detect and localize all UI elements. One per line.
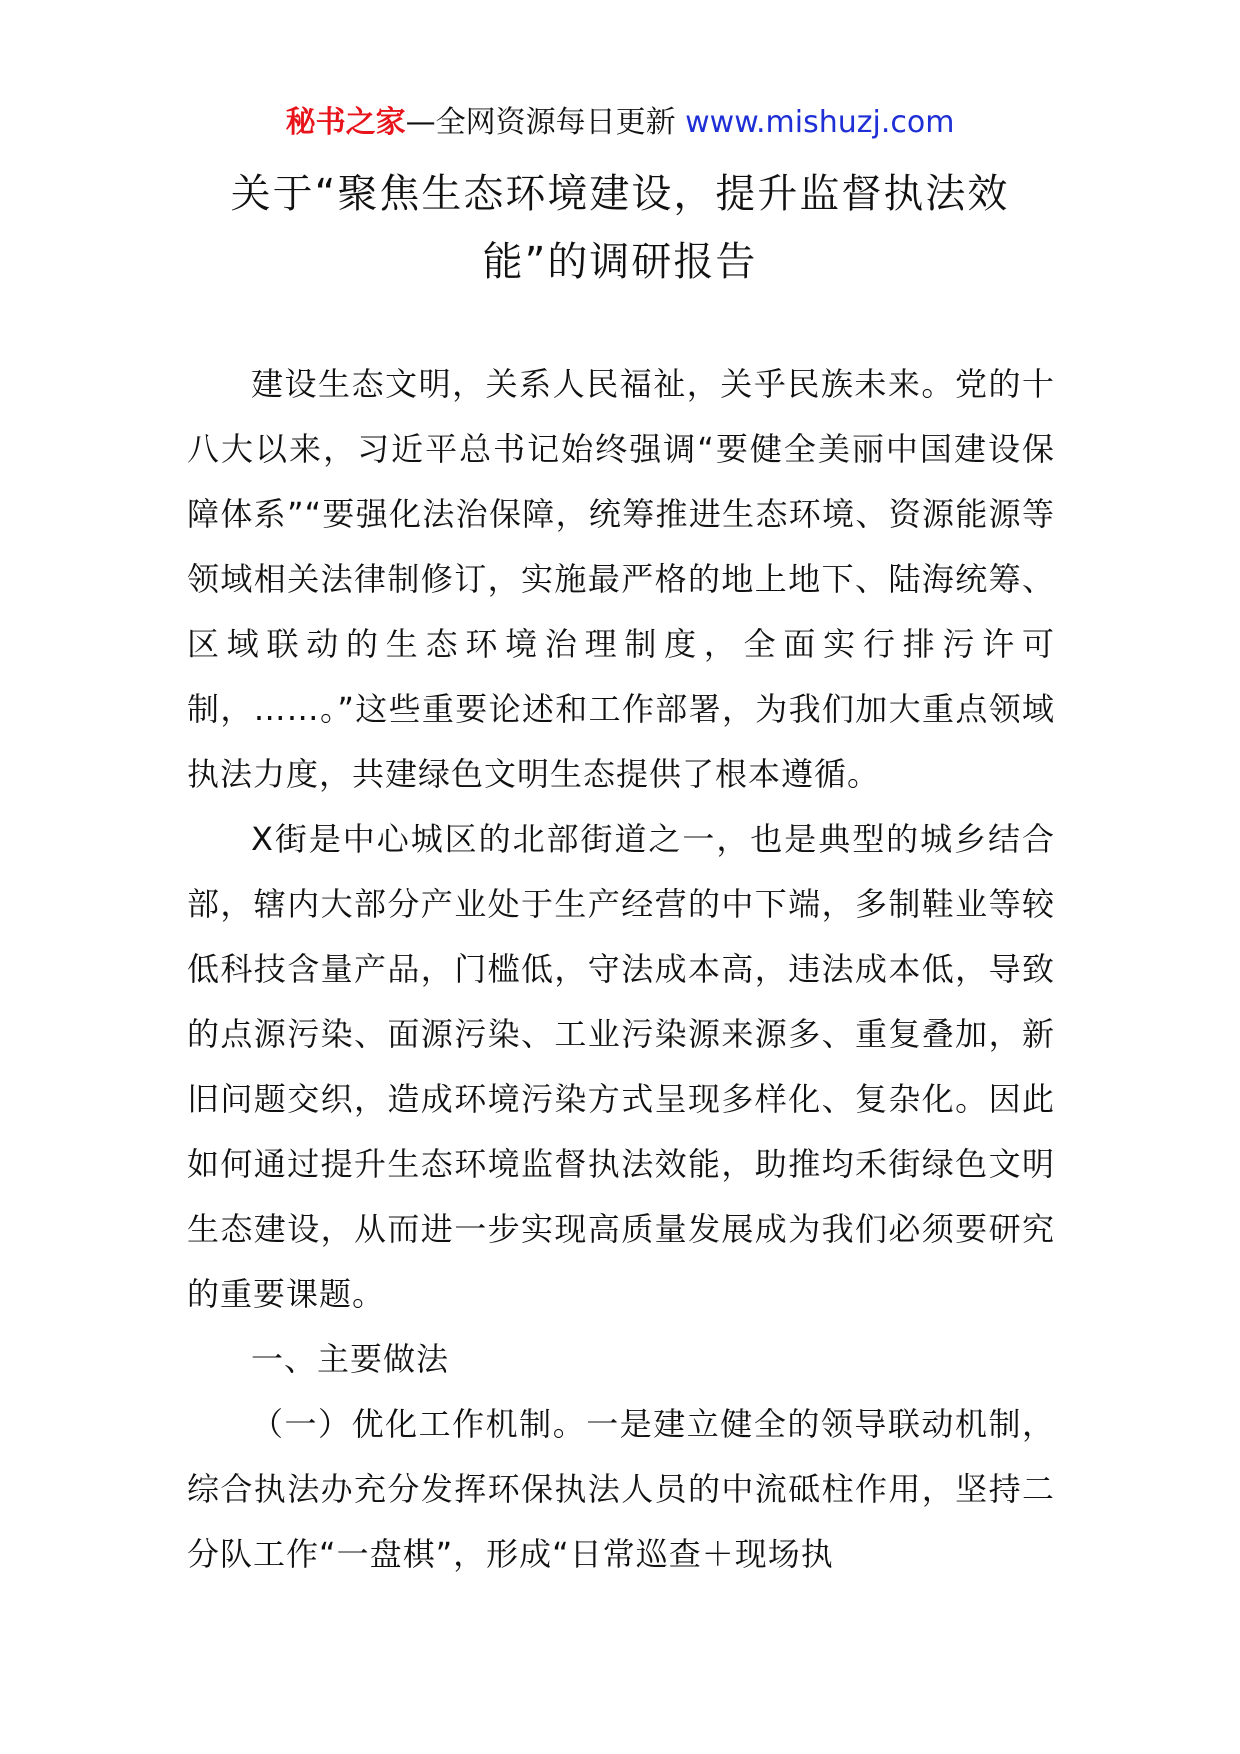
banner-tagline: —全网资源每日更新: [405, 105, 676, 140]
document-title: [200, 160, 1040, 296]
paragraph-intro: 建设生态文明，关系人民福祉，关乎民族未来。党的十八大以来，习近平总书记始终强调“要健全美丽中国建设保障体系”“要强化法治保障，统筹推进生态环境、资源能源等领域相关法律制修订，实施最严格的地上地下、陆海统筹、区域联动的生态环境治理制度，全面实行排污许可制，……。”这些重要论述和工作部署，为我们加大重点领域执法力度，共建绿色文明生态提供了根本遵循。: [187, 365, 1055, 793]
site-url-link[interactable]: www.mishuzj.com: [685, 105, 955, 140]
document-body: [187, 352, 1055, 1587]
brand-name: 秘书之家: [285, 105, 406, 140]
site-banner: [0, 100, 1240, 146]
paragraph-subsection-1: （一）优化工作机制。一是建立健全的领导联动机制，综合执法办充分发挥环保执法人员的中流砥柱作用，坚持二分队工作“一盘棋”，形成“日常巡查＋现场执: [187, 1405, 1055, 1573]
section-heading: 一、主要做法: [251, 1340, 450, 1378]
title-line-2: 能”的调研报告: [482, 239, 758, 285]
title-line-1: 关于“聚焦生态环境建设，提升监督执法效: [230, 171, 1010, 217]
paragraph-background: X街是中心城区的北部街道之一，也是典型的城乡结合部，辖内大部分产业处于生产经营的中下端，多制鞋业等较低科技含量产品，门槛低，守法成本高，违法成本低，导致的点源污染、面源污染、工业污染源来源多、重复叠加，新旧问题交织，造成环境污染方式呈现多样化、复杂化。因此如何通过提升生态环境监督执法效能，助推均禾街绿色文明生态建设，从而进一步实现高质量发展成为我们必须要研究的重要课题。: [187, 820, 1055, 1313]
